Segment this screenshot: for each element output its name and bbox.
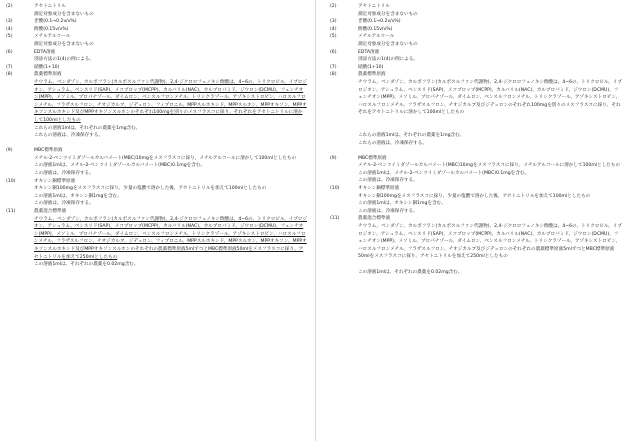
- list-item: (10) オキシン銅標準原液: [6, 178, 76, 184]
- list-item: (7) 硝酸(1+10): [330, 64, 384, 70]
- list-item: (6) EDTA溶液: [6, 49, 56, 55]
- paragraph: これらの溶液1mlは、それぞれの農薬を1mg含む。: [358, 132, 465, 138]
- paragraph: これらの溶液は、冷凍保存する。: [34, 133, 103, 139]
- paragraph: この溶液1mlは、それぞれの農薬を0.02mg含む。: [358, 269, 463, 275]
- list-item: 別添方法の1(4)の例による。: [34, 57, 94, 63]
- list-item: (3) ぎ酸(0.1→0.2v/v%): [6, 19, 77, 25]
- spacer: [6, 140, 307, 148]
- spacer: [330, 147, 622, 155]
- paragraph: メチル-2-ベンツイミダゾールカルバメート(MBC)10mgをメスフラスコに採り、メチルアルコールに溶かして100mlとしたもの: [358, 163, 621, 169]
- paragraph: この溶液1mlは、メチル-2-ベンツイミダゾールカルバメート(MBC)0.1mgを含む。: [358, 170, 530, 176]
- paragraph: チウラム、ベンダゾン、カルボフラン(カルボスルファン代謝物)、2,4-ジクロロフェノキシ酢酸は、4~6の、トリクロピル、イプロジオン、アシュラム、ベンスリド(SAP)、メコプロップ(MCPP)、カルバリル(NAC)、カルプロパミド、ジウロン(DCMU)、フェンチオン(MPP)、メソミル、プロパナゾール、ダイムロン、ベンスルフロンメチル、トリシクラゾール、アゾキシストロビン、ハロスルフロンメチル、フラザスルフロン、チオジカルブ及びジデュロンのそれぞれの農薬標準原液5mlずつとMBC標準原液50mlをメスフラスコに採り、アセトニトリルを加えて250mlとしたもの: [358, 224, 622, 260]
- list-item: 別添方法の1(4)の例による。: [358, 57, 418, 63]
- list-item: (9) MBC標準原液: [330, 155, 387, 161]
- right-page: [315, 0, 630, 441]
- paragraph: この溶液1mlは、オキシン銅1mgを含む。: [358, 201, 446, 207]
- paragraph: この溶液1mlは、メチル-2-ベンツイミダゾールカルバメート(MBC)0.1mgを含む。: [34, 163, 206, 169]
- list-item: (6) EDTA溶液: [330, 49, 380, 55]
- list-item: 測定対象成分を含まないもの: [358, 41, 418, 47]
- paragraph: この溶液1mlは、オキシン銅1mgを含む。: [34, 193, 122, 199]
- paragraph: この溶液は、冷凍保存する。: [358, 178, 418, 184]
- paragraph: オキシン銅100mgをメスフラスコに採り、少量の塩酸で溶かした後、アセトニトリルを加えて100mlとしたもの: [34, 186, 267, 192]
- paragraph: チウラム、ベンダゾン、カルボフラン(カルボスルファン代謝物)、2,4-ジクロロフェノキシ酢酸は、4~6の、トリクロピル、イプロジオン、アシュラム、ベンスリド(SAP)、メコプロップ(MCPP)、カルバリル(NAC)、カルプロパミド、ジウロン(DCMU)、フェンチオン(MPP)、メソミル、プロパナゾール、ダイムロン、ベンスルフロンメチル、トリシクラゾール、アゾキシストロビン、ハロスルフロンメチル、フラザスルフロン、チオジカルブ及びジデュロンのそれぞれ100mgを別々のメスフラスコに採り、それぞれをアセトニトリルに溶かして100mlとしたもの: [358, 79, 622, 116]
- spacer: [330, 261, 622, 269]
- list-item: (8) 農薬標準原液: [330, 72, 386, 78]
- spacer: [330, 117, 622, 132]
- list-item: (5) メチルアルコール: [330, 34, 395, 40]
- paragraph: この溶液は、冷凍保存する。: [358, 208, 418, 214]
- list-item: (3) ぎ酸(0.1→0.2v/v%): [330, 19, 401, 25]
- paragraph: メチル-2-ベンツイミダゾールカルバメート(MBC)10mgをメスフラスコに採り、メチルアルコールに溶かして100mlとしたもの: [34, 155, 297, 161]
- list-item: (8) 農薬標準原液: [6, 72, 62, 78]
- paragraph: これらの溶液は、冷凍保存する。: [358, 140, 427, 146]
- paragraph: チウラム、ベンダゾン、カルボフラン(カルボスルファン代謝物)、2,4-ジクロロフェノキシ酢酸は、4~6の、トリクロピル、イプロジオン、アシュラム、ベンスリド(SAP)、メコプロップ(MCPP)、カルバリル(NAC)、カルプロパミド、ジウロン(DCMU)、フェンチオン(MPP)、メソミル、プロパナゾール、ダイムロン、ベンスルフロンメチル、トリシクラゾール、アゾキシストロビン、ハロスルフロンメチル、フラザスルフロン、チオジカルブ、ジデュロン、フィプロニル、MPPスルホキシド、MPPスルホン、MPPオキソン、MPPオキソンスルホキシド及びMPPオキソンスルホンのそれぞれ100mgを別々のメスフラスコに採り、それぞれをアセトニトリルに溶かして100mlとしたもの: [34, 79, 307, 123]
- list-item: (4) 酢酸(0.15v/v%): [6, 26, 69, 32]
- paragraph: これらの溶液1mlは、それぞれの農薬を1mg含む。: [34, 125, 141, 131]
- list-item: (2) アセトニトリル: [6, 4, 66, 9]
- list-item: 測定対象成分を含まないもの: [34, 41, 94, 47]
- list-item: (2) アセトニトリル: [330, 4, 390, 9]
- list-item: (7) 硝酸(1+10): [6, 64, 60, 70]
- paragraph: チウラム、ベンダゾン、カルボフラン(カルボスルファン代謝物)、2,4-ジクロロフェノキシ酢酸は、4~6の、トリクロピル、イプロジオン、アシュラム、ベンスリド(SAP)、メコプロップ(MCPP)、カルバリル(NAC)、カルプロパミド、ジウロン(DCMU)、フェンチオン(MPP)、メソミル、プロパナゾール、ダイムロン、ベンスルフロンメチル、トリシクラゾール、アゾキシストロビン、ハロスルフロンメチル、フラザスルフロン、チオジカルブ、ジデュロン、フィプロニル、MPPスルホキシド、MPPスルホン、MPPオキソン、MPPオキソンスルホキシド及びMPPオキソンスルホンのそれぞれの農薬標準原液5mlずつとMBC標準原液50mlをメスフラスコに採り、アセトニトリルを加えて250mlとしたもの: [34, 216, 307, 260]
- paragraph: この溶液は、冷凍保存する。: [34, 171, 94, 177]
- list-item: (4) 酢酸(0.15v/v%): [330, 26, 393, 32]
- paragraph: この溶液1mlは、それぞれの農薬を0.02mg含む。: [34, 262, 139, 268]
- paragraph: オキシン銅100mgをメスフラスコに採り、少量の塩酸で溶かした後、アセトニトリルを加えて100mlとしたもの: [358, 193, 591, 199]
- list-item: 測定対象成分を含まないもの: [34, 11, 94, 17]
- list-item: (11) 農薬混合標準液: [330, 216, 391, 222]
- list-item: (11) 農薬混合標準液: [6, 209, 67, 215]
- list-item: (5) メチルアルコール: [6, 34, 71, 40]
- list-item: 測定対象成分を含まないもの: [358, 11, 418, 17]
- paragraph: この溶液は、冷凍保存する。: [34, 201, 94, 207]
- list-item: (9) MBC標準原液: [6, 148, 63, 154]
- list-item: (10) オキシン銅標準原液: [330, 186, 400, 192]
